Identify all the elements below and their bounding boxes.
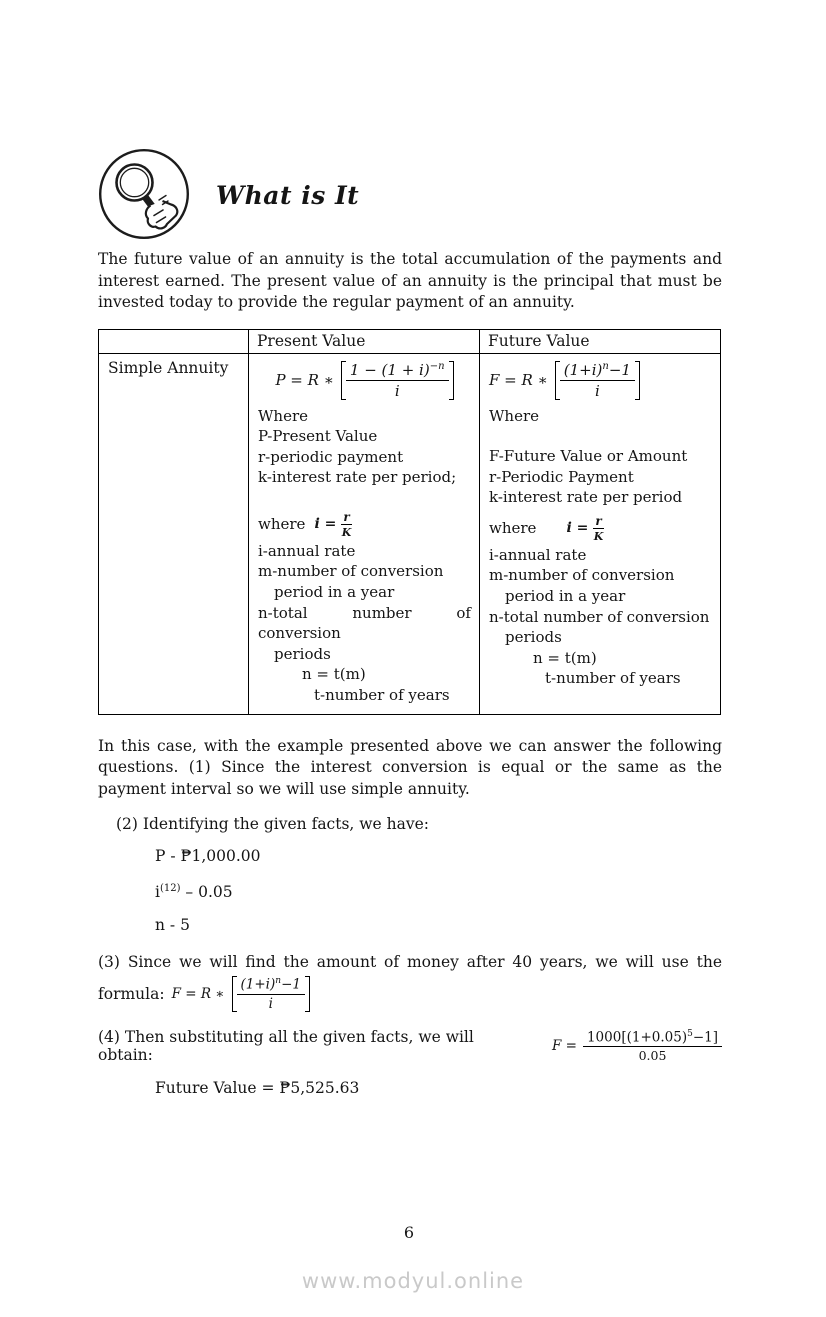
table-header-row: [99, 329, 721, 353]
future-where-label: Where: [489, 406, 540, 425]
page-title: What is It: [216, 180, 360, 210]
document-page: [0, 148, 826, 1317]
present-def-line-justified: n-total number of: [258, 603, 471, 622]
section-header: [98, 148, 722, 240]
table-body-row: [99, 353, 721, 714]
magnifier-hand-icon: [98, 148, 190, 240]
future-def-line: i-annual rate: [489, 545, 587, 564]
present-def-line: r-periodic payment: [258, 447, 404, 466]
present-def-line: i-annual rate: [258, 541, 356, 560]
intro-paragraph: The future value of an annuity is the total accumulation of the payments and interest earned. The present value of an annuity is the principal that must be invested today to provide the regular payment of an annuity.: [98, 250, 722, 311]
fact-present-value: P - ₱1,000.00: [155, 846, 261, 865]
present-def-line: n = t(m): [302, 665, 366, 684]
present-where-i-formula: where i = $\frac{r}{K}$: [258, 509, 352, 539]
future-value-formula: F = R ∗ $\frac{(1+i)^n-1}{i}$: [489, 361, 712, 400]
step3-formula-line: formula: F = R ∗ $\frac{(1+i)^n-1}{i}$: [98, 976, 722, 1012]
step4-formula: F = $\frac{1000[(1+0.05)^5-1]}{0.05}$: [552, 1029, 722, 1064]
case-paragraph: In this case, with the example presented above we can answer the following questions. (1) Since the interest conversion is equal or the same as the payment interval so we will use simple annuity.: [98, 736, 722, 798]
future-def-line: k-interest rate per period: [489, 488, 683, 507]
empty-header-cell: [99, 329, 249, 353]
present-def-line: P-Present Value: [258, 427, 378, 446]
present-def-line: period in a year: [274, 583, 395, 602]
present-def-line: Where: [258, 406, 309, 425]
present-def-line: t-number of years: [314, 686, 450, 705]
present-def-line: m-number of conversion: [258, 562, 444, 581]
present-def-line: conversion: [258, 624, 341, 643]
future-value-cell: [480, 353, 721, 714]
step4-line: (4) Then substituting all the given facts, we will obtain: F = $\frac{1000[(1+0.05)^5-1]}{0.05}$: [98, 1028, 722, 1064]
future-where-i-formula: where i = $\frac{r}{K}$: [489, 513, 604, 543]
facts-intro: (2) Identifying the given facts, we have:: [116, 815, 430, 834]
future-value-header: Future Value: [480, 329, 721, 353]
page-content: [0, 148, 826, 1097]
future-def-line: t-number of years: [545, 669, 681, 688]
annuity-formula-table: [98, 329, 721, 715]
present-value-formula: P = R ∗ $\frac{1 - (1 + i)^{-n}}{i}$: [258, 361, 471, 400]
page-number: 6: [403, 1223, 415, 1242]
future-def-line: r-Periodic Payment: [489, 467, 634, 486]
fact-periods: n - 5: [155, 915, 190, 934]
fact-interest-rate: $i^{(12)} - 0.05$: [155, 883, 233, 902]
future-def-line: periods: [505, 628, 562, 647]
future-def-line: n-total number of conversion: [489, 607, 710, 626]
future-value-result: Future Value = ₱5,525.63: [155, 1078, 360, 1097]
future-def-line: period in a year: [505, 587, 626, 606]
present-def-line: periods: [274, 644, 331, 663]
future-def-line: n = t(m): [533, 648, 597, 667]
future-def-line: F-Future Value or Amount: [489, 447, 688, 466]
step3-line1: (3) Since we will find the amount of money after 40 years, we will use the: [98, 952, 722, 971]
present-value-cell: [249, 353, 480, 714]
row-label-simple-annuity: Simple Annuity: [99, 353, 249, 714]
present-def-line: k-interest rate per period;: [258, 468, 457, 487]
future-def-line: m-number of conversion: [489, 566, 675, 585]
watermark: www.modyul.online: [301, 1269, 525, 1293]
step3-formula: F = R ∗ $\frac{(1+i)^n-1}{i}$: [172, 976, 310, 1012]
present-value-header: Present Value: [249, 329, 480, 353]
